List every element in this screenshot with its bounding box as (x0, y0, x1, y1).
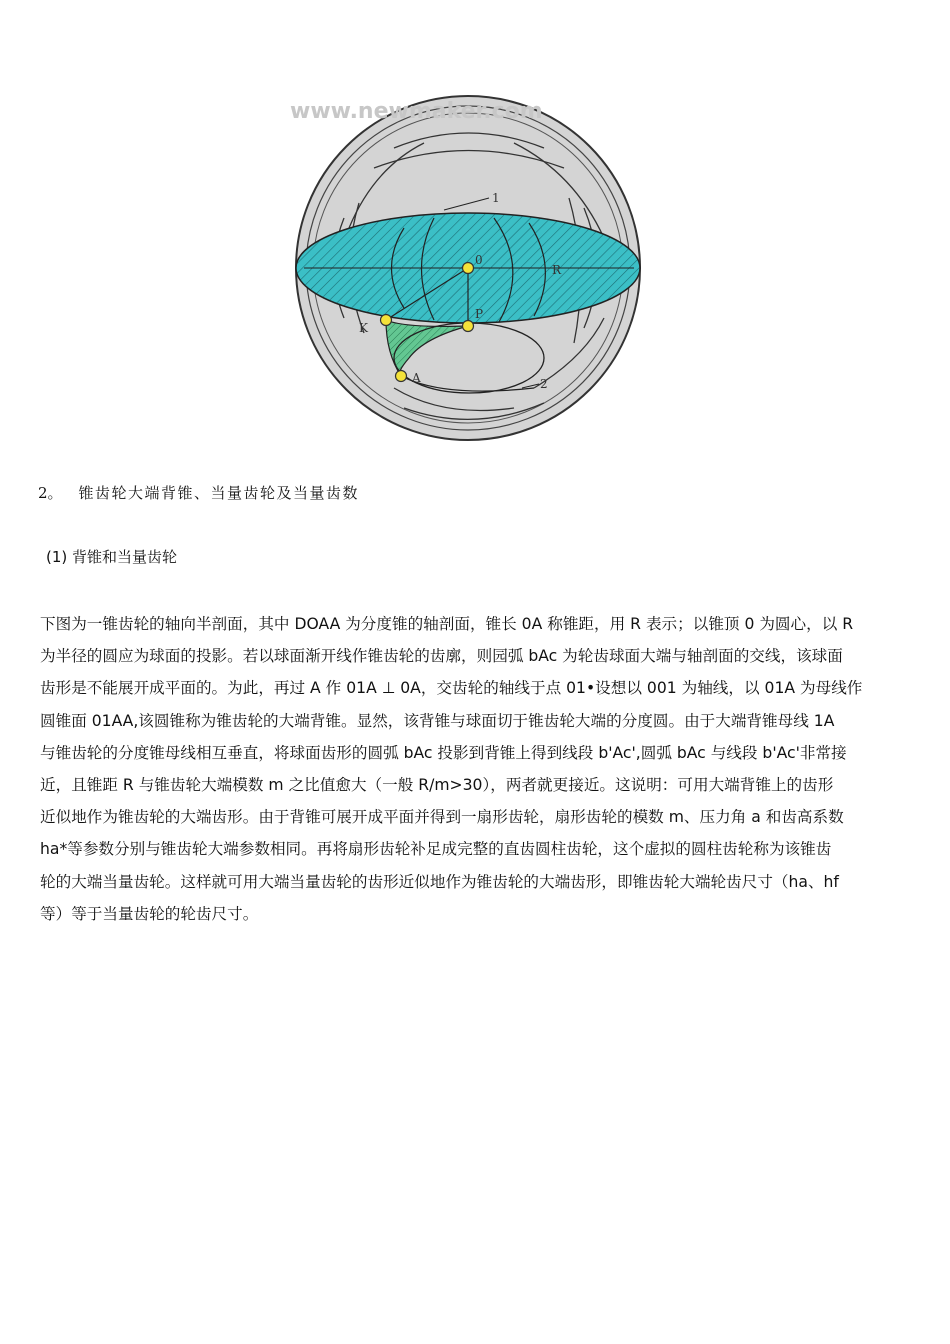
watermark: www.newmaker.com (290, 99, 543, 124)
point-a (396, 371, 407, 382)
paragraph-line: 等）等于当量齿轮的轮齿尺寸。 (40, 904, 259, 923)
label-a: A (412, 371, 421, 385)
paragraph-line: 圆锥面 01AA,该圆锥称为锥齿轮的大端背锥。显然，该背锥与球面切于锥齿轮大端的分度圆。由于大端背锥母线 1A (40, 711, 835, 730)
point-k (381, 315, 392, 326)
label-p: P (475, 307, 484, 321)
paragraph-line: 近似地作为锥齿轮的大端齿形。由于背锥可展开成平面并得到一扇形齿轮，扇形齿轮的模数 m、压力角 a 和齿高系数 (40, 808, 844, 827)
label-2: 2 (540, 377, 548, 391)
body-paragraph (40, 608, 912, 930)
label-r: R (552, 263, 562, 277)
paragraph-line: 下图为一锥齿轮的轴向半剖面，其中 DOAA 为分度锥的轴剖面，锥长 0A 称锥距，用 R 表示；以锥顶 0 为圆心，以 R (40, 615, 854, 633)
section-heading (38, 482, 359, 503)
paragraph-line: 轮的大端当量齿轮。这样就可用大端当量齿轮的齿形近似地作为锥齿轮的大端齿形，即锥齿轮大端轮齿尺寸（ha、hf (40, 872, 839, 891)
point-o (463, 263, 474, 274)
paragraph-line: 为半径的圆应为球面的投影。若以球面渐开线作锥齿轮的齿廓，则园弧 bAc 为轮齿球面大端与轴剖面的交线，该球面 (40, 647, 843, 666)
spherical-involute-figure (284, 88, 654, 458)
label-k: K (359, 321, 368, 335)
point-p (463, 321, 474, 332)
paragraph-line: ha*等参数分别与锥齿轮大端参数相同。再将扇形齿轮补足成完整的直齿圆柱齿轮，这个虚拟的圆柱齿轮称为该锥齿 (40, 840, 832, 859)
label-1: 1 (492, 191, 500, 205)
section-number: 2。 (38, 484, 63, 502)
section-title: 锥齿轮大端背锥、当量齿轮及当量齿数 (78, 484, 360, 502)
paragraph-line: 近，且锥距 R 与锥齿轮大端模数 m 之比值愈大（一般 R/m>30），两者就更接近。这说明：可用大端背锥上的齿形 (40, 776, 834, 795)
label-o: 0 (475, 253, 483, 267)
paragraph-line: 与锥齿轮的分度锥母线相互垂直，将球面齿形的圆弧 bAc 投影到背锥上得到线段 b'Ac',圆弧 bAc 与线段 b'Ac'非常接 (40, 743, 847, 762)
subsection-heading: (1) 背锥和当量齿轮 (46, 548, 178, 566)
paragraph-line: 齿形是不能展开成平面的。为此，再过 A 作 01A ⊥ 0A，交齿轮的轴线于点 01•设想以 001 为轴线，以 01A 为母线作 (40, 679, 863, 698)
